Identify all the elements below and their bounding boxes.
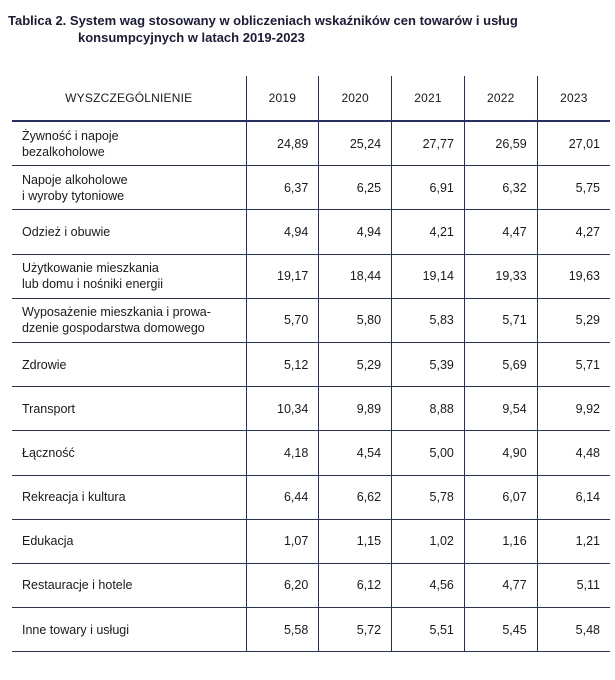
row-label — [12, 121, 246, 166]
row-value-2022: 4,77 — [464, 563, 537, 607]
header-year-2022: 2022 — [464, 76, 537, 121]
table-body — [12, 121, 610, 652]
row-value-2019: 4,18 — [246, 431, 319, 475]
row-value-2020: 5,72 — [319, 608, 392, 652]
header-description: WYSZCZEGÓLNIENIE — [12, 76, 246, 121]
row-value-2019: 6,20 — [246, 563, 319, 607]
row-label-line: Transport — [22, 401, 76, 416]
table-row — [12, 431, 610, 475]
row-value-2021: 5,83 — [392, 298, 465, 342]
row-label-line: Rekreacja i kultura — [22, 490, 126, 505]
row-value-2020: 6,12 — [319, 563, 392, 607]
table-row — [12, 166, 610, 210]
row-value-2021: 8,88 — [392, 387, 465, 431]
row-value-2023: 5,11 — [537, 563, 610, 607]
row-value-2019: 19,17 — [246, 254, 319, 298]
row-value-2022: 9,54 — [464, 387, 537, 431]
row-value-2023: 5,29 — [537, 298, 610, 342]
row-value-2022: 26,59 — [464, 121, 537, 166]
row-label-line: lub domu i nośniki energii — [22, 277, 164, 292]
row-value-2019: 1,07 — [246, 519, 319, 563]
row-value-2022: 5,45 — [464, 608, 537, 652]
table-row — [12, 387, 610, 431]
row-label-line: Edukacja — [22, 534, 74, 549]
row-value-2023: 27,01 — [537, 121, 610, 166]
row-value-2023: 6,14 — [537, 475, 610, 519]
row-value-2022: 1,16 — [464, 519, 537, 563]
row-value-2022: 19,33 — [464, 254, 537, 298]
row-value-2022: 4,47 — [464, 210, 537, 254]
row-label — [12, 254, 246, 298]
row-label — [12, 608, 246, 652]
row-label-line: Zdrowie — [22, 357, 67, 372]
row-value-2023: 4,27 — [537, 210, 610, 254]
row-label — [12, 387, 246, 431]
row-value-2019: 5,70 — [246, 298, 319, 342]
row-label — [12, 475, 246, 519]
row-value-2022: 6,32 — [464, 166, 537, 210]
row-value-2019: 5,58 — [246, 608, 319, 652]
table-row — [12, 342, 610, 386]
row-label-line: Wyposażenie mieszkania i prowa- — [22, 305, 211, 320]
table-title-line2: konsumpcyjnych w latach 2019-2023 — [78, 30, 305, 45]
row-value-2019: 24,89 — [246, 121, 319, 166]
table-title-line1: Tablica 2. System wag stosowany w obliczeniach wskaźników cen towarów i usług — [8, 13, 518, 28]
header-year-2019: 2019 — [246, 76, 319, 121]
table-row — [12, 210, 610, 254]
row-value-2020: 18,44 — [319, 254, 392, 298]
row-label-line: Napoje alkoholowe — [22, 172, 128, 187]
row-label-line: i wyroby tytoniowe — [22, 188, 125, 203]
row-label — [12, 298, 246, 342]
row-value-2023: 5,71 — [537, 342, 610, 386]
row-value-2020: 5,80 — [319, 298, 392, 342]
row-value-2020: 1,15 — [319, 519, 392, 563]
table-title — [8, 12, 608, 46]
row-value-2021: 6,91 — [392, 166, 465, 210]
table-header-row — [12, 76, 610, 121]
row-label-line: Restauracje i hotele — [22, 578, 133, 593]
row-label — [12, 166, 246, 210]
row-value-2023: 1,21 — [537, 519, 610, 563]
row-value-2023: 9,92 — [537, 387, 610, 431]
row-label-line: dzenie gospodarstwa domowego — [22, 321, 205, 336]
row-label — [12, 563, 246, 607]
row-value-2021: 5,39 — [392, 342, 465, 386]
row-value-2019: 6,44 — [246, 475, 319, 519]
table-row — [12, 608, 610, 652]
row-label-line: Żywność i napoje — [22, 128, 119, 143]
row-value-2022: 6,07 — [464, 475, 537, 519]
row-value-2019: 4,94 — [246, 210, 319, 254]
header-year-2021: 2021 — [392, 76, 465, 121]
header-year-2020: 2020 — [319, 76, 392, 121]
row-value-2022: 5,69 — [464, 342, 537, 386]
row-value-2022: 4,90 — [464, 431, 537, 475]
table-row — [12, 254, 610, 298]
row-value-2023: 5,75 — [537, 166, 610, 210]
row-value-2021: 27,77 — [392, 121, 465, 166]
row-label — [12, 342, 246, 386]
row-value-2021: 4,21 — [392, 210, 465, 254]
header-year-2023: 2023 — [537, 76, 610, 121]
row-value-2020: 25,24 — [319, 121, 392, 166]
row-value-2019: 5,12 — [246, 342, 319, 386]
table-row — [12, 563, 610, 607]
row-label-line: Użytkowanie mieszkania — [22, 261, 159, 276]
row-label-line: Odzież i obuwie — [22, 224, 111, 239]
row-value-2023: 19,63 — [537, 254, 610, 298]
row-value-2019: 6,37 — [246, 166, 319, 210]
row-value-2023: 4,48 — [537, 431, 610, 475]
weights-table — [12, 76, 610, 652]
row-label-line: Inne towary i usługi — [22, 622, 130, 637]
row-label-line: bezalkoholowe — [22, 144, 105, 159]
table-row — [12, 475, 610, 519]
row-value-2020: 6,62 — [319, 475, 392, 519]
row-value-2022: 5,71 — [464, 298, 537, 342]
row-label — [12, 519, 246, 563]
row-value-2021: 4,56 — [392, 563, 465, 607]
row-value-2021: 5,51 — [392, 608, 465, 652]
row-value-2021: 5,78 — [392, 475, 465, 519]
row-value-2020: 4,54 — [319, 431, 392, 475]
row-value-2020: 9,89 — [319, 387, 392, 431]
row-value-2021: 5,00 — [392, 431, 465, 475]
table-row — [12, 519, 610, 563]
table-row — [12, 121, 610, 166]
row-value-2021: 19,14 — [392, 254, 465, 298]
row-label-line: Łączność — [22, 445, 75, 460]
row-value-2021: 1,02 — [392, 519, 465, 563]
row-value-2020: 5,29 — [319, 342, 392, 386]
row-value-2020: 4,94 — [319, 210, 392, 254]
row-value-2023: 5,48 — [537, 608, 610, 652]
row-value-2020: 6,25 — [319, 166, 392, 210]
row-label — [12, 210, 246, 254]
table-row — [12, 298, 610, 342]
row-label — [12, 431, 246, 475]
row-value-2019: 10,34 — [246, 387, 319, 431]
